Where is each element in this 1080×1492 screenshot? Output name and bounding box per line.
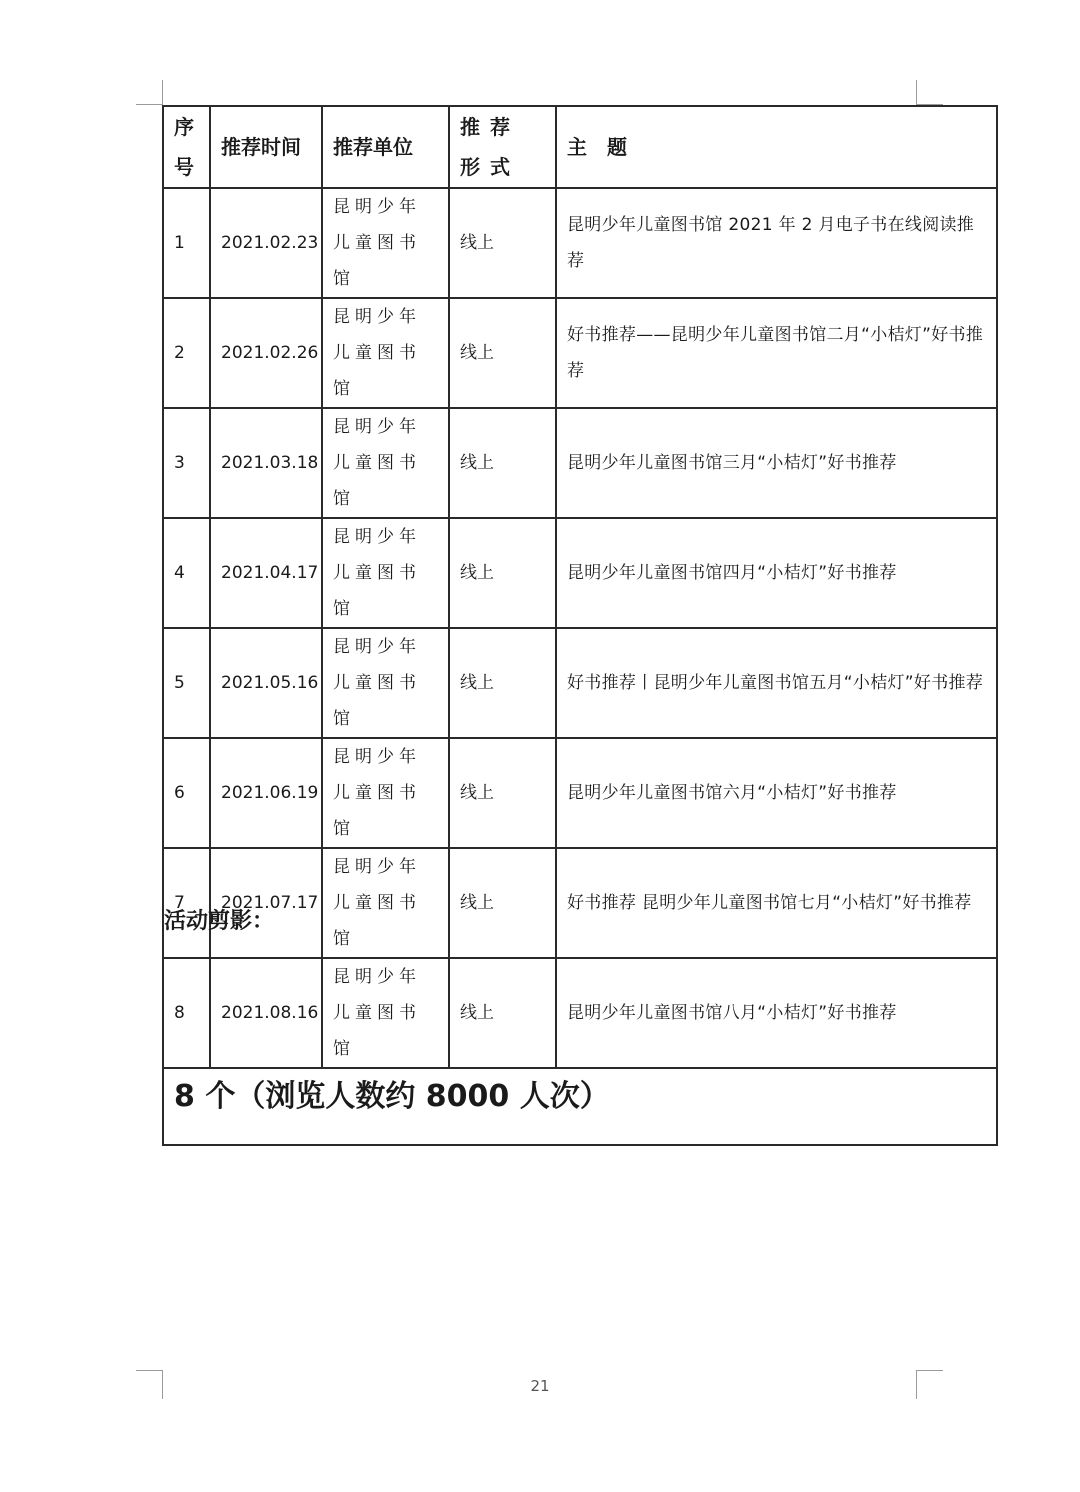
- table-row: [163, 848, 997, 958]
- cell-unit-text: 昆明少年儿童图书馆: [333, 857, 421, 949]
- cell-time: 2021.03.18: [210, 408, 322, 518]
- recommendation-table: [162, 105, 998, 1146]
- cell-form: 线上: [449, 628, 556, 738]
- header-theme: 主 题: [556, 106, 997, 188]
- cell-index: 5: [163, 628, 210, 738]
- cell-form: 线上: [449, 958, 556, 1068]
- cell-theme: 好书推荐——昆明少年儿童图书馆二月“小桔灯”好书推荐: [556, 298, 997, 408]
- cell-time: 2021.08.16: [210, 958, 322, 1068]
- table-row: [163, 958, 997, 1068]
- cell-index: 4: [163, 518, 210, 628]
- table-row: [163, 408, 997, 518]
- table-row: [163, 518, 997, 628]
- section-title: 活动剪影：: [164, 909, 275, 934]
- cell-unit: [322, 298, 449, 408]
- cell-index: 8: [163, 958, 210, 1068]
- cell-time: 2021.04.17: [210, 518, 322, 628]
- cell-unit: [322, 188, 449, 298]
- cell-index: 1: [163, 188, 210, 298]
- cell-index: 6: [163, 738, 210, 848]
- cell-form: 线上: [449, 848, 556, 958]
- cell-unit: [322, 848, 449, 958]
- cell-unit-text: 昆明少年儿童图书馆: [333, 527, 421, 619]
- header-time: 推荐时间: [210, 106, 322, 188]
- cell-unit: [322, 628, 449, 738]
- cell-unit-text: 昆明少年儿童图书馆: [333, 307, 421, 399]
- page-corner-mark-top-left: [136, 80, 163, 105]
- table-header-row: [163, 106, 997, 188]
- cell-unit-text: 昆明少年儿童图书馆: [333, 967, 421, 1059]
- cell-theme: 好书推荐 昆明少年儿童图书馆七月“小桔灯”好书推荐: [556, 848, 997, 958]
- cell-theme: 好书推荐丨昆明少年儿童图书馆五月“小桔灯”好书推荐: [556, 628, 997, 738]
- cell-unit: [322, 738, 449, 848]
- cell-time: 2021.02.23: [210, 188, 322, 298]
- table-row: [163, 738, 997, 848]
- cell-index: 2: [163, 298, 210, 408]
- table-row: [163, 298, 997, 408]
- cell-time: 2021.07.17: [210, 848, 322, 958]
- cell-unit-text: 昆明少年儿童图书馆: [333, 417, 421, 509]
- cell-index: 7: [163, 848, 210, 958]
- cell-form: 线上: [449, 738, 556, 848]
- cell-unit-text: 昆明少年儿童图书馆: [333, 637, 421, 729]
- header-form: 推荐形式: [449, 106, 556, 188]
- header-index: 序号: [163, 106, 210, 188]
- table-total-row: [163, 1068, 997, 1145]
- cell-unit: [322, 518, 449, 628]
- cell-index: 3: [163, 408, 210, 518]
- cell-theme: 昆明少年儿童图书馆八月“小桔灯”好书推荐: [556, 958, 997, 1068]
- cell-theme: 昆明少年儿童图书馆 2021 年 2 月电子书在线阅读推荐: [556, 188, 997, 298]
- cell-theme: 昆明少年儿童图书馆四月“小桔灯”好书推荐: [556, 518, 997, 628]
- cell-unit: [322, 958, 449, 1068]
- cell-time: 2021.06.19: [210, 738, 322, 848]
- page-number: 21: [530, 1377, 550, 1395]
- cell-time: 2021.02.26: [210, 298, 322, 408]
- cell-theme: 昆明少年儿童图书馆六月“小桔灯”好书推荐: [556, 738, 997, 848]
- cell-form: 线上: [449, 298, 556, 408]
- cell-unit-text: 昆明少年儿童图书馆: [333, 197, 421, 289]
- cell-form: 线上: [449, 188, 556, 298]
- total-summary: 8 个（浏览人数约 8000 人次）: [163, 1068, 997, 1145]
- table-row: [163, 188, 997, 298]
- cell-unit: [322, 408, 449, 518]
- cell-unit-text: 昆明少年儿童图书馆: [333, 747, 421, 839]
- cell-theme: 昆明少年儿童图书馆三月“小桔灯”好书推荐: [556, 408, 997, 518]
- cell-form: 线上: [449, 408, 556, 518]
- table-row: [163, 628, 997, 738]
- cell-form: 线上: [449, 518, 556, 628]
- header-unit: 推荐单位: [322, 106, 449, 188]
- cell-time: 2021.05.16: [210, 628, 322, 738]
- page-corner-mark-top-right: [916, 80, 943, 105]
